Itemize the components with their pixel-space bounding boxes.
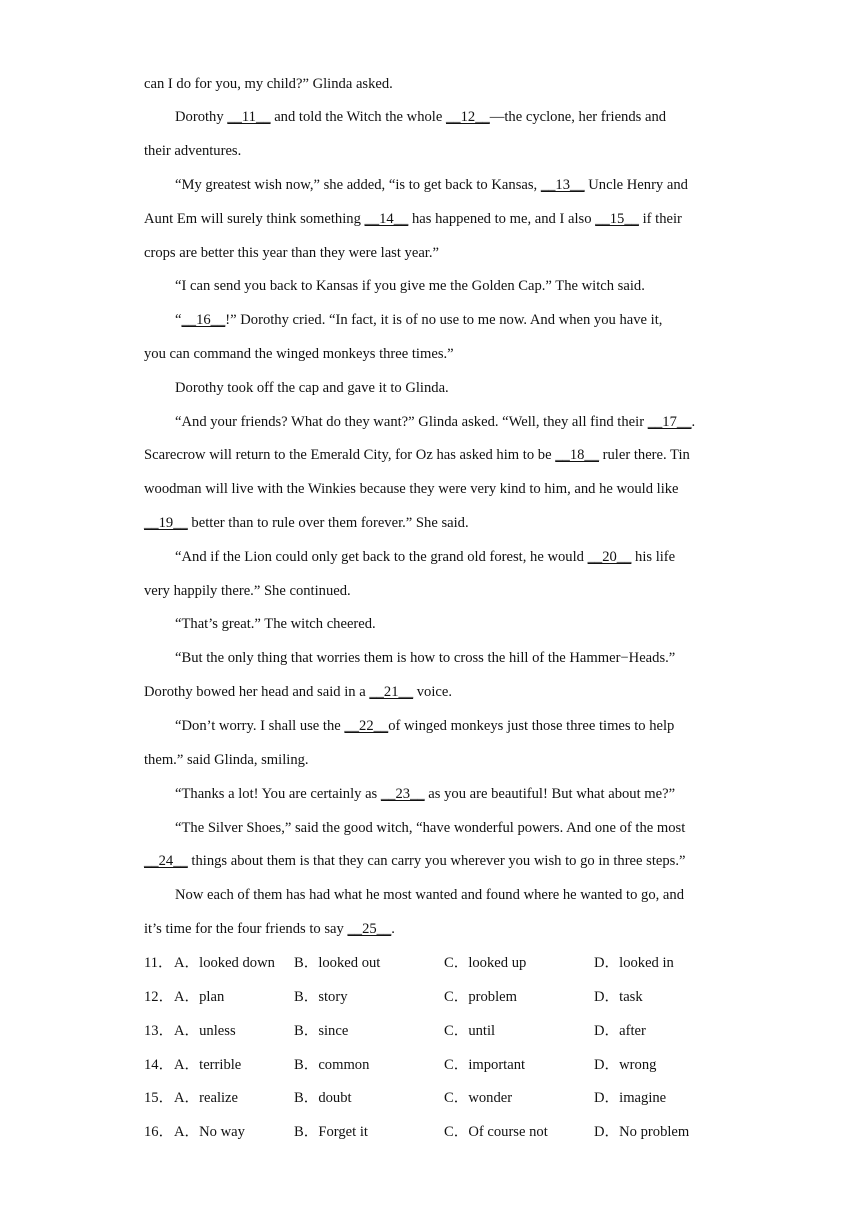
passage-text: Scarecrow will return to the Emerald City, for Oz has asked him to be bbox=[144, 447, 556, 463]
answer-option[interactable]: B．Forget it bbox=[294, 1124, 368, 1140]
question-number: 13． bbox=[144, 1023, 174, 1039]
passage-line bbox=[144, 243, 439, 263]
blank-marker: __18__ bbox=[555, 447, 599, 463]
passage-text: “And your friends? What do they want?” Glinda asked. “Well, they all find their bbox=[175, 414, 648, 430]
passage-text: “My greatest wish now,” she added, “is to get back to Kansas, bbox=[175, 177, 541, 193]
question-number: 14． bbox=[144, 1057, 174, 1073]
blank-marker: __17__ bbox=[647, 414, 692, 430]
passage-line bbox=[175, 648, 675, 668]
passage-line bbox=[144, 851, 685, 871]
passage-line bbox=[144, 682, 452, 702]
passage-text: Aunt Em will surely think something bbox=[144, 211, 365, 227]
blank-marker: __20__ bbox=[587, 549, 632, 565]
passage-line bbox=[175, 547, 675, 567]
passage-text: Uncle Henry and bbox=[584, 177, 688, 193]
passage-line bbox=[175, 175, 688, 195]
passage-text: Dorothy took off the cap and gave it to Glinda. bbox=[175, 380, 449, 396]
passage-text: voice. bbox=[413, 684, 453, 700]
passage-text: crops are better this year than they were last year.” bbox=[144, 245, 439, 261]
passage-text: “Don’t worry. I shall use the bbox=[175, 718, 345, 734]
passage-text: . bbox=[391, 921, 395, 937]
passage-line bbox=[144, 445, 690, 465]
passage-line bbox=[144, 344, 454, 364]
passage-text: Dorothy bbox=[175, 109, 228, 125]
passage-text: “Thanks a lot! You are certainly as bbox=[175, 786, 381, 802]
answer-option[interactable]: C．until bbox=[444, 1023, 496, 1039]
answer-option[interactable]: D．task bbox=[594, 989, 643, 1005]
answer-option[interactable]: A．plan bbox=[174, 989, 225, 1005]
passage-line bbox=[144, 750, 309, 770]
passage-text: things about them is that they can carry you wherever you wish to go in three steps.” bbox=[187, 853, 686, 869]
passage-line bbox=[175, 818, 685, 838]
passage-text: woodman will live with the Winkies because they were very kind to him, and he would like bbox=[144, 481, 679, 497]
answer-option[interactable]: C．important bbox=[444, 1057, 526, 1073]
passage-text: their adventures. bbox=[144, 143, 242, 159]
passage-line bbox=[175, 378, 449, 398]
answer-option[interactable]: D．wrong bbox=[594, 1057, 657, 1073]
answer-option[interactable]: A．unless bbox=[174, 1023, 236, 1039]
answer-option[interactable]: A．looked down bbox=[174, 955, 275, 971]
question-number: 15． bbox=[144, 1090, 174, 1106]
passage-text: . bbox=[691, 414, 696, 430]
question-number: 16． bbox=[144, 1124, 174, 1140]
passage-text: of winged monkeys just those three times to help bbox=[388, 718, 675, 734]
passage-text: you can command the winged monkeys three times.” bbox=[144, 346, 454, 362]
answer-option[interactable]: B．looked out bbox=[294, 955, 381, 971]
passage-line bbox=[175, 276, 645, 296]
passage-line bbox=[144, 919, 395, 939]
passage-line bbox=[144, 479, 679, 499]
blank-marker: __24__ bbox=[144, 853, 188, 869]
passage-text: “That’s great.” The witch cheered. bbox=[175, 616, 376, 632]
blank-marker: __16__ bbox=[181, 312, 226, 328]
answer-option[interactable]: A．terrible bbox=[174, 1057, 242, 1073]
answer-option[interactable]: C．Of course not bbox=[444, 1124, 548, 1140]
answer-option[interactable]: B．since bbox=[294, 1023, 349, 1039]
passage-text: ruler there. Tin bbox=[599, 447, 690, 463]
passage-text: “The Silver Shoes,” said the good witch, “have wonderful powers. And one of the most bbox=[175, 820, 686, 836]
passage-line bbox=[175, 784, 675, 804]
answer-option[interactable]: C．looked up bbox=[444, 955, 527, 971]
passage-line bbox=[144, 209, 682, 229]
answer-option[interactable]: D．imagine bbox=[594, 1090, 667, 1106]
answer-option[interactable]: A．No way bbox=[174, 1124, 245, 1140]
passage-line bbox=[144, 141, 241, 161]
passage-line bbox=[144, 581, 351, 601]
passage-line bbox=[175, 412, 695, 432]
blank-marker: __14__ bbox=[364, 211, 409, 227]
blank-marker: __13__ bbox=[540, 177, 585, 193]
passage-text: —the cyclone, her friends and bbox=[489, 109, 667, 125]
passage-text: as you are beautiful! But what about me?” bbox=[424, 786, 676, 802]
blank-marker: __15__ bbox=[595, 211, 639, 227]
passage-text: !” Dorothy cried. “In fact, it is of no use to me now. And when you have it, bbox=[225, 312, 663, 328]
passage-text: “I can send you back to Kansas if you give me the Golden Cap.” The witch said. bbox=[175, 278, 645, 294]
passage-text: very happily there.” She continued. bbox=[144, 583, 351, 599]
passage-text: if their bbox=[638, 211, 682, 227]
passage-line bbox=[144, 74, 393, 94]
answer-option[interactable]: C．problem bbox=[444, 989, 517, 1005]
answer-option[interactable]: D．after bbox=[594, 1023, 646, 1039]
passage-text: Dorothy bowed her head and said in a bbox=[144, 684, 370, 700]
answer-option[interactable]: B．doubt bbox=[294, 1090, 352, 1106]
blank-marker: __23__ bbox=[380, 786, 425, 802]
blank-marker: __25__ bbox=[347, 921, 392, 937]
passage-text: it’s time for the four friends to say bbox=[144, 921, 348, 937]
passage-text: better than to rule over them forever.” She said. bbox=[187, 515, 469, 531]
passage-line bbox=[175, 885, 684, 905]
answer-option[interactable]: D．No problem bbox=[594, 1124, 690, 1140]
question-number: 12． bbox=[144, 989, 174, 1005]
answer-option[interactable]: B．common bbox=[294, 1057, 370, 1073]
passage-text: Now each of them has had what he most wanted and found where he wanted to go, and bbox=[175, 887, 685, 903]
answer-option[interactable]: C．wonder bbox=[444, 1090, 513, 1106]
passage-text: and told the Witch the whole bbox=[270, 109, 446, 125]
passage-text: can I do for you, my child?” Glinda asked. bbox=[144, 76, 393, 92]
passage-text: “But the only thing that worries them is how to cross the hill of the Hammer−Heads.” bbox=[175, 650, 676, 666]
blank-marker: __19__ bbox=[144, 515, 188, 531]
passage-text: “ bbox=[175, 312, 182, 328]
blank-marker: __22__ bbox=[344, 718, 389, 734]
passage-text: has happened to me, and I also bbox=[408, 211, 596, 227]
passage-text: them.” said Glinda, smiling. bbox=[144, 752, 309, 768]
blank-marker: __21__ bbox=[369, 684, 414, 700]
answer-option[interactable]: D．looked in bbox=[594, 955, 674, 971]
passage-line bbox=[175, 716, 674, 736]
passage-text: his life bbox=[631, 549, 676, 565]
passage-line bbox=[144, 513, 469, 533]
passage-text: “And if the Lion could only get back to the grand old forest, he would bbox=[175, 549, 588, 565]
passage-line bbox=[175, 614, 376, 634]
blank-marker: __11__ bbox=[227, 109, 271, 125]
passage-line bbox=[175, 107, 666, 127]
answer-option[interactable]: A．realize bbox=[174, 1090, 239, 1106]
question-number: 11． bbox=[144, 955, 173, 971]
answer-option[interactable]: B．story bbox=[294, 989, 348, 1005]
blank-marker: __12__ bbox=[446, 109, 490, 125]
passage-line bbox=[175, 310, 662, 330]
